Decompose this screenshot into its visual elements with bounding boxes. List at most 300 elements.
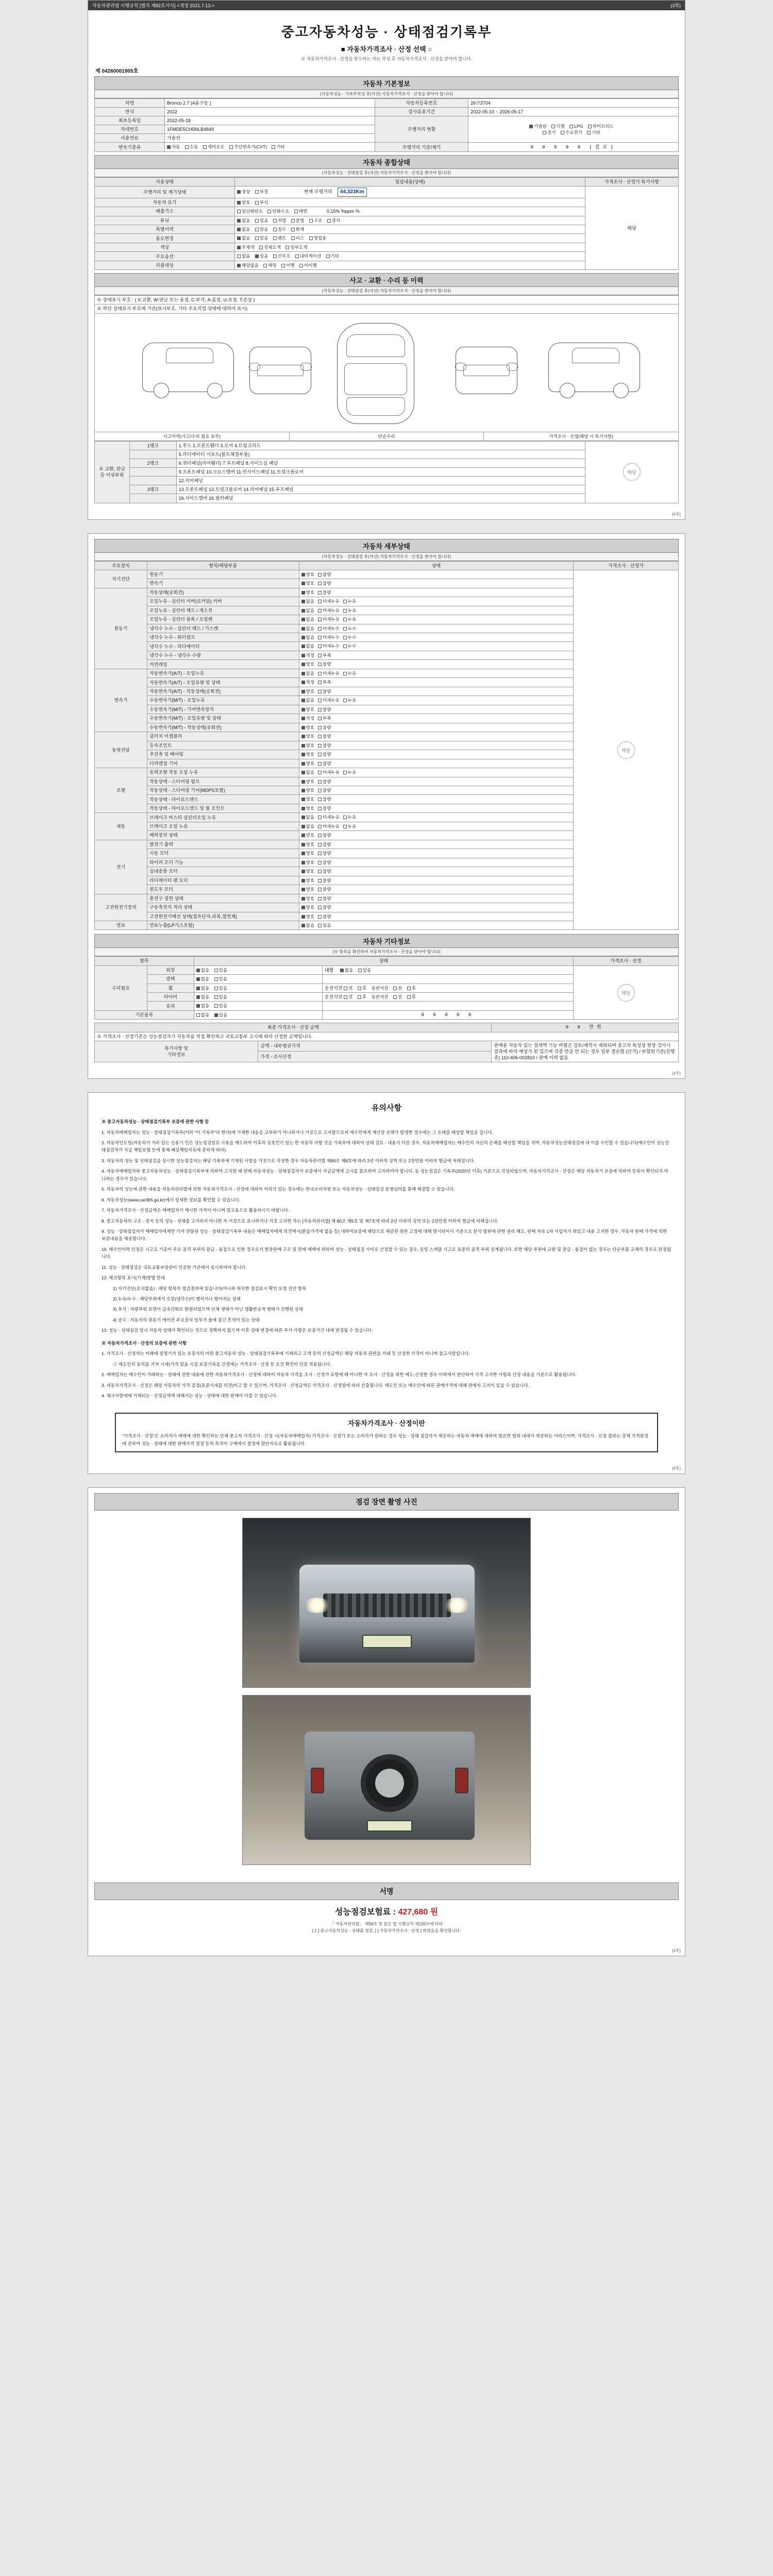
- option-first[interactable]: 양호: [301, 581, 314, 586]
- field-label: 자동차등록번호: [375, 98, 468, 107]
- option-other[interactable]: 불량: [318, 860, 331, 866]
- option-semi-auto[interactable]: 세미오토: [203, 144, 225, 150]
- detail-item-options: [299, 867, 574, 876]
- option-color-original[interactable]: 무채색: [237, 245, 255, 250]
- option-tuning-device[interactable]: 장치: [327, 218, 340, 224]
- option-other[interactable]: 불량: [318, 743, 331, 749]
- option-first[interactable]: 양호: [301, 905, 314, 910]
- option-other[interactable]: 누유: [343, 671, 356, 676]
- option-other[interactable]: 불량: [318, 833, 331, 838]
- option-recall-notdone[interactable]: 미이행: [299, 263, 317, 268]
- document-number: 제 04260001905호: [95, 68, 139, 74]
- option-opt-yes[interactable]: 있음: [255, 253, 268, 259]
- other-group-label: 수리필요: [95, 965, 147, 1010]
- detail-item-label: 브레이크 마스터 실린더오일 누유: [147, 813, 299, 822]
- option-tire-fl[interactable]: 전: [344, 994, 352, 1000]
- row-label: 광택: [147, 975, 194, 984]
- other-info-table: [94, 956, 679, 1020]
- section-other-header: 자동차 기타정보: [94, 934, 679, 948]
- diagram-legend-row: [94, 432, 679, 441]
- option-base-yes[interactable]: 있음: [214, 1012, 227, 1018]
- section-accident-subheader: (자동차성능 · 상태점검 후(자산) 자동차가격조사 · 산정을 받아야 합니다): [94, 287, 679, 295]
- detail-state-table: [94, 561, 679, 930]
- option-first[interactable]: 양호: [301, 869, 314, 874]
- page-title: 중고자동차성능 · 상태점검기록부: [281, 24, 492, 40]
- option-flood[interactable]: 침수: [273, 227, 286, 232]
- detail-item-label: 작동상태(공회전): [147, 588, 299, 597]
- row-label: 배출가스: [95, 207, 235, 216]
- option-none[interactable]: 없음: [196, 1003, 209, 1009]
- notice-item: 4. 자동차매매업자와 중고자동차성능 · 상태점검기록부에 의하여 고지할 때 판매 자동차성능 · 상태점검자가 보증에서 지급금액에 고시를 참조하여 고지하여야 합니다. 동 성능점검은 기록부(2020년 이후) 기준으로 작성되었으며, 자동차가격조사 · 산정은 해당 자동차가 보증에 의하여 등록이 확인되지 아니하는 경우가 있습니다.: [102, 1168, 668, 1181]
- option-history-none[interactable]: 없음: [237, 227, 250, 232]
- option-first[interactable]: 적정: [301, 653, 314, 658]
- option-yes[interactable]: 있음: [214, 986, 227, 991]
- col-header: 가격조사 · 산정가 특기사항: [585, 177, 678, 186]
- option-first[interactable]: 없음: [301, 770, 314, 775]
- rank-items: 1.후드 2.프론트휀더 3.도어 4.트렁크리드: [176, 441, 585, 450]
- inspection-photo-front[interactable]: [242, 1518, 531, 1688]
- row-state: [234, 234, 585, 243]
- detail-item-options: [299, 651, 574, 659]
- page-photos: [88, 1487, 685, 1956]
- table-row: [95, 143, 679, 151]
- option-recall-yes[interactable]: 해당: [263, 263, 276, 268]
- option-first[interactable]: 없음: [301, 599, 314, 604]
- option-first[interactable]: 없음: [301, 824, 314, 829]
- option-cvt[interactable]: 무단변속기(CVT): [229, 144, 267, 150]
- detail-group-label: 제동: [95, 813, 147, 840]
- detail-item-options: [299, 804, 574, 812]
- rank-items: 12.리어패널: [176, 477, 585, 485]
- damage-diagram[interactable]: [94, 314, 679, 432]
- option-use-none[interactable]: 없음: [237, 235, 250, 241]
- option-sunroof[interactable]: 선루프: [273, 253, 291, 259]
- option-first[interactable]: 양호: [301, 887, 314, 892]
- field-label: 연식: [95, 107, 165, 116]
- option-first[interactable]: 없음: [301, 617, 314, 622]
- notice-item: 7. 자동차가격조사 · 산정금액은 매매업자가 제시한 가격이 아니며 참고용으로 활용하시기 바랍니다.: [102, 1208, 290, 1213]
- option-first[interactable]: 양호: [301, 725, 314, 731]
- option-other[interactable]: 누유: [343, 815, 356, 820]
- option-rent[interactable]: 렌트: [273, 235, 286, 241]
- detail-item-options: [299, 885, 574, 894]
- notice-item: 1) 자기진단(조치없음) : 해당 항목의 점검결과에 있습니다(아니하 위치한 점검표시 확인 요청 진단 항목: [113, 1285, 307, 1291]
- rank-items: 5.라디에이터 서포트(볼트체결부품): [176, 450, 585, 459]
- option-other[interactable]: 미세누유: [318, 608, 340, 614]
- rank-items: 9.프론트패널 10.크로스멤버 11.인사이드패널 11.트렁크플로어: [176, 468, 585, 477]
- option-other[interactable]: 미세누수: [318, 635, 340, 640]
- option-first[interactable]: 없음: [301, 643, 314, 649]
- option-first[interactable]: 양호: [301, 796, 314, 802]
- option-first[interactable]: 없음: [301, 626, 314, 632]
- option-other[interactable]: 불량: [318, 734, 331, 739]
- option-first[interactable]: 없음: [301, 698, 314, 703]
- row-state: [194, 993, 322, 1002]
- option-first[interactable]: 양호: [301, 842, 314, 848]
- option-first[interactable]: 없음: [301, 608, 314, 614]
- option-auto[interactable]: 자동: [167, 144, 180, 150]
- option-other[interactable]: 불량: [318, 752, 331, 757]
- detail-item-label: 오일누유 - 실린더 블록 / 오일팬: [147, 615, 299, 624]
- option-other[interactable]: 불량: [318, 779, 331, 785]
- option-navigation[interactable]: 내비게이션: [295, 253, 321, 259]
- table-row: [95, 116, 679, 125]
- notice-item: 2) 누유/누수 : 해당부위에서 오일(냉각수)이 맺히거나 떨어지는 상태: [113, 1296, 241, 1301]
- option-other[interactable]: 불량: [318, 796, 331, 802]
- section-detail-header: 자동차 세부상태: [94, 539, 679, 553]
- option-other[interactable]: 미세누유: [318, 824, 340, 829]
- definition-box: [115, 1413, 658, 1452]
- detail-item-label: 라디에이터 팬 모터: [147, 876, 299, 885]
- option-wheel-rr[interactable]: 후: [407, 986, 416, 991]
- detail-item-label: 자동변속기(A/T) - 작동상태(공회전): [147, 687, 299, 696]
- detail-group-label: 연료: [95, 921, 147, 930]
- option-other[interactable]: 누수: [343, 643, 356, 649]
- option-first[interactable]: 적정: [301, 680, 314, 685]
- row-label: 용도변경: [95, 234, 235, 243]
- field-label: 차명: [95, 98, 165, 107]
- option-other[interactable]: 불량: [318, 725, 331, 731]
- option-other[interactable]: 불량: [318, 689, 331, 694]
- option-hybrid[interactable]: 하이브리드: [588, 124, 614, 129]
- field-label: 최초등록일: [95, 116, 165, 125]
- detail-item-options: [299, 903, 574, 912]
- option-abnormal[interactable]: 부정: [255, 189, 268, 195]
- option-tuning-structure[interactable]: 구조: [309, 218, 322, 224]
- final-price-note-left: ※ 가격조사 · 산정기준은 성능점검자가 자동차를 직접 확인하고 국토교통부 고시에 따라 산정한 금액입니다.: [95, 1032, 679, 1041]
- option-first[interactable]: 양호: [301, 743, 314, 749]
- detail-item-options: [299, 687, 574, 696]
- option-other[interactable]: 불량: [318, 869, 331, 874]
- option-first[interactable]: 없음: [301, 815, 314, 820]
- base-items-digits: 0 0 0 0 0: [322, 1010, 573, 1019]
- option-other[interactable]: 미세누유: [318, 599, 340, 604]
- option-manual[interactable]: 수동: [185, 144, 198, 150]
- field-value: 가솔린: [164, 134, 375, 143]
- notice-item: 2. 매매업자는 매수인이 거래하는 · 상태에 관한 내용에 관한 자동차가격조사 · 산정에 대하여 자동차 가격을 조사 · 산정가 포함에 해 아니한 자 조사 · 산정을 위한 매도·산정한 경우 이력에서 판단하여 가격 고지한 사항과 산정 내용을 기준으로 활용됩니다.: [102, 1372, 577, 1378]
- option-other[interactable]: 미세누유: [318, 770, 340, 775]
- option-yes-2[interactable]: 있음: [358, 968, 371, 973]
- photos-header: 점검 장면 촬영 사진: [94, 1493, 679, 1511]
- option-other[interactable]: 부족: [318, 716, 331, 721]
- option-other[interactable]: 누유: [343, 617, 356, 622]
- car-rear-image: [305, 1732, 475, 1840]
- option-first[interactable]: 양호: [301, 788, 314, 793]
- option-yes[interactable]: 있음: [214, 994, 227, 1000]
- option-base-none[interactable]: 없음: [196, 1012, 209, 1018]
- detail-item-label: 자동변속기(A/T) - 오일유량 및 상태: [147, 678, 299, 687]
- option-co[interactable]: 일산화탄소: [237, 209, 263, 214]
- field-value: 2022: [164, 107, 375, 116]
- notice-item: 4. 체크사항에에 기재되는 · 산정금액에 대해서는 성능 · 상태에 대한 판매이 다를 수 있습니다.: [102, 1393, 278, 1398]
- option-other[interactable]: 누유: [343, 698, 356, 703]
- basic-info-table: [94, 98, 679, 152]
- option-history-yes[interactable]: 있음: [255, 227, 268, 232]
- option-first[interactable]: 양호: [301, 914, 314, 920]
- option-none-2[interactable]: 없음: [340, 968, 353, 973]
- row-label: 자동차 표기: [95, 198, 235, 207]
- detail-item-options: [299, 633, 574, 642]
- option-other[interactable]: 부족: [318, 653, 331, 658]
- photos-container: [94, 1511, 679, 1879]
- option-other[interactable]: 불량: [318, 851, 331, 856]
- option-other[interactable]: 있음: [318, 923, 331, 928]
- option-corrosion[interactable]: 부식: [255, 200, 268, 206]
- option-opt-etc[interactable]: 기타: [326, 253, 339, 259]
- field-label: 차대번호: [95, 125, 165, 134]
- option-use-yes[interactable]: 있음: [255, 235, 268, 241]
- option-other[interactable]: 누수: [343, 635, 356, 640]
- detail-item-label: 등속조인트: [147, 741, 299, 750]
- option-other[interactable]: 불량: [318, 887, 331, 892]
- section-accident-header: 사고 · 교환 · 수리 등 이력: [94, 273, 679, 287]
- legal-footnote-line-1: 「 자동차관리법」 제58조 및 같은 법 시행규칙 제120조에 따라: [330, 1922, 443, 1927]
- rank-label: [129, 450, 176, 459]
- inspection-fee: [94, 1900, 679, 1918]
- current-mileage-label: 현재 주행거리: [304, 189, 332, 195]
- option-other[interactable]: 불량: [318, 914, 331, 920]
- final-price-header: 최종 가격조사 · 산정 금액: [95, 1023, 492, 1032]
- row-state-2: [322, 965, 573, 974]
- option-lpg[interactable]: LPG: [569, 124, 583, 129]
- notice-section-1-title: ※ 중고자동차성능 · 상태점검기록부 보증에 관한 사항 등: [102, 1119, 209, 1125]
- option-wheel-passenger[interactable]: 동반석전: [371, 985, 389, 991]
- option-color-full[interactable]: 전체도색: [259, 245, 281, 250]
- detail-item-options: [299, 822, 574, 831]
- option-other[interactable]: 미세누수: [318, 643, 340, 649]
- option-other[interactable]: 누수: [343, 626, 356, 632]
- option-first[interactable]: 양호: [301, 572, 314, 578]
- row-state-2: [322, 1002, 573, 1010]
- current-mileage-value: 44,323Km: [338, 188, 367, 197]
- option-first[interactable]: 양호: [301, 860, 314, 866]
- option-fire[interactable]: 화재: [291, 227, 304, 232]
- option-other[interactable]: 미세누유: [318, 671, 340, 676]
- option-recall-na[interactable]: 해당없음: [237, 263, 259, 268]
- option-first[interactable]: 양호: [301, 590, 314, 596]
- detail-item-label: 와이퍼 모터 기능: [147, 858, 299, 867]
- detail-item-label: 냉각수 누수 - 워터펌프: [147, 633, 299, 642]
- detail-item-options: [299, 678, 574, 687]
- option-tuning-legal[interactable]: 적법: [273, 218, 286, 224]
- option-tuning-illegal[interactable]: 불법: [291, 218, 304, 224]
- option-wheel-fl[interactable]: 전: [344, 986, 352, 991]
- option-normal[interactable]: 정상: [237, 189, 250, 195]
- option-none[interactable]: 없음: [196, 968, 209, 973]
- detail-item-options: [299, 840, 574, 849]
- detail-item-options: [299, 741, 574, 750]
- option-tire-passenger[interactable]: 동반석전: [371, 994, 389, 1000]
- option-diesel[interactable]: 디젤: [551, 124, 564, 129]
- fuel-options: [468, 116, 679, 143]
- detail-item-label: 동력조향 작동 오일 누유: [147, 768, 299, 777]
- option-tire-rr[interactable]: 후: [407, 994, 416, 1000]
- option-trans-etc[interactable]: 기타: [272, 144, 284, 150]
- option-first[interactable]: 양호: [301, 896, 314, 902]
- detail-item-label: 브레이크 오일 누유: [147, 822, 299, 831]
- option-other[interactable]: 미세누유: [318, 698, 340, 703]
- notice-body: [94, 1118, 679, 1408]
- option-other[interactable]: 불량: [318, 788, 331, 793]
- base-items-label: 기본품목: [95, 1010, 194, 1019]
- detail-item-options: [299, 849, 574, 858]
- option-other[interactable]: 누유: [343, 824, 356, 829]
- inspection-fee-value: 427,680 원: [398, 1908, 439, 1917]
- table-row: [95, 304, 679, 313]
- row-state: [194, 975, 322, 984]
- detail-group-label: 원동기: [95, 588, 147, 669]
- table-row: [95, 441, 679, 450]
- table-header-row: [95, 561, 679, 570]
- detail-group-label: 동력전달: [95, 732, 147, 768]
- col-header: 항목/해당부품: [147, 561, 299, 570]
- option-yes[interactable]: 있음: [214, 968, 227, 973]
- notice-title: 유의사항: [372, 1104, 401, 1113]
- detail-item-label: 원동기: [147, 570, 299, 579]
- option-first[interactable]: 양호: [301, 761, 314, 767]
- row-label: 외장: [147, 965, 194, 974]
- option-good[interactable]: 양호: [237, 200, 250, 206]
- option-tire-fr[interactable]: 전: [393, 994, 402, 1000]
- option-first[interactable]: 양호: [301, 752, 314, 757]
- final-price-amount: 0 0 만원: [492, 1023, 679, 1032]
- option-other[interactable]: 누유: [343, 599, 356, 604]
- option-tuning-none[interactable]: 없음: [237, 218, 250, 224]
- table-row: [95, 187, 679, 198]
- notice-item: 11. 성능 · 상태점검은 국토교통부장관이 인증한 기관에서 실시하여야 합니다.: [102, 1264, 247, 1270]
- mileage-label: 주행거리 현황: [375, 116, 468, 143]
- option-other[interactable]: 불량: [318, 662, 331, 667]
- col-header: 상태: [299, 561, 574, 570]
- final-price-table: [94, 1023, 679, 1062]
- inspection-photo-rear[interactable]: [242, 1695, 531, 1865]
- field-value: 26구3704: [468, 98, 679, 107]
- detail-item-label: 디퍼렌셜 기어: [147, 759, 299, 768]
- option-other[interactable]: 불량: [318, 905, 331, 910]
- option-other[interactable]: 불량: [318, 878, 331, 884]
- detail-item-options: [299, 705, 574, 714]
- detail-item-options: [299, 858, 574, 867]
- option-opt-none[interactable]: 없음: [237, 253, 250, 259]
- option-hydrogen[interactable]: 수소전기: [561, 130, 582, 135]
- row-label: 주요옵션: [95, 252, 235, 261]
- detail-item-options: [299, 813, 574, 822]
- rank-label: [129, 494, 176, 503]
- option-electric[interactable]: 전기: [543, 130, 556, 135]
- option-other[interactable]: 불량: [318, 761, 331, 767]
- option-other[interactable]: 미세누유: [318, 815, 340, 820]
- option-first[interactable]: 양호: [301, 878, 314, 884]
- option-hc[interactable]: 탄화수소: [267, 209, 289, 214]
- col-header: 가격조사 · 산정가: [574, 561, 679, 570]
- row-state: [234, 243, 585, 251]
- option-first[interactable]: 양호: [301, 779, 314, 785]
- option-first[interactable]: 양호: [301, 662, 314, 667]
- table-row: [95, 570, 679, 579]
- legend-simple-repair: 단순수리: [290, 432, 484, 440]
- option-other[interactable]: 불량: [318, 896, 331, 902]
- option-other[interactable]: 불량: [318, 590, 331, 596]
- option-other[interactable]: 누유: [343, 770, 356, 775]
- option-other[interactable]: 불량: [318, 581, 331, 586]
- row-label: 유리: [147, 1002, 194, 1010]
- accident-price-note: 해당: [585, 441, 678, 503]
- option-other[interactable]: 불량: [318, 842, 331, 848]
- detail-item-label: 충전구 절연 상태: [147, 894, 299, 903]
- option-first[interactable]: 양호: [301, 833, 314, 838]
- legal-footnote: [94, 1918, 679, 1940]
- option-first[interactable]: 양호: [301, 689, 314, 694]
- notice-item: 12. 체크항목 표시(기재)방법 안내: [102, 1275, 165, 1281]
- detail-item-label: 작동상태 - 타이로드앤드 및 볼 조인트: [147, 804, 299, 812]
- legend-line-1: ※ 상태표시 부호 : ( X:교환, W:판금 또는 용접, C:부식, A:흠집, U:요철, T:손상 ): [95, 296, 679, 304]
- row-state: [234, 187, 585, 198]
- option-first[interactable]: 없음: [301, 923, 314, 928]
- option-other[interactable]: 미세누유: [318, 617, 340, 622]
- option-other[interactable]: 미세누수: [318, 626, 340, 632]
- option-other[interactable]: 부족: [318, 680, 331, 685]
- option-first[interactable]: 양호: [301, 734, 314, 739]
- option-first[interactable]: 적정: [301, 716, 314, 721]
- option-other[interactable]: 불량: [318, 806, 331, 811]
- option-wheel-rl[interactable]: 후: [358, 986, 366, 991]
- option-tire-rl[interactable]: 후: [358, 994, 366, 1000]
- option-yes[interactable]: 있음: [214, 976, 227, 982]
- option-etc[interactable]: 기타: [587, 130, 600, 135]
- option-other[interactable]: 불량: [318, 572, 331, 578]
- option-first[interactable]: 양호: [301, 707, 314, 713]
- option-none[interactable]: 없음: [196, 976, 209, 982]
- car-front-view-icon: [249, 347, 311, 394]
- page-footer: (4쪽): [671, 1948, 681, 1953]
- option-commercial[interactable]: 영업용: [309, 235, 327, 241]
- option-other[interactable]: 불량: [318, 707, 331, 713]
- option-lease[interactable]: 리스: [291, 235, 304, 241]
- option-first[interactable]: 없음: [301, 671, 314, 676]
- col-header: 항목: [95, 957, 194, 965]
- option-none[interactable]: 없음: [196, 986, 209, 991]
- option-color-partial[interactable]: 일부도색: [285, 245, 307, 250]
- car-top-view-icon: [337, 323, 414, 424]
- section-detail-subheader: (자동차성능 · 상태점검 후(자산) 자동차가격조사 · 산정을 받아야 합니다): [94, 553, 679, 561]
- section-basic-subheader: (자동차성능 · 기록부작성 후(자산) 자동차가격조사 · 산정을 받아야 합니다): [94, 90, 679, 98]
- price-note-cell: 해당: [585, 187, 678, 270]
- option-smoke[interactable]: 매연: [294, 209, 307, 214]
- table-header-row: [95, 177, 679, 186]
- option-tuning-yes[interactable]: 있음: [255, 218, 268, 224]
- detail-item-label: 오일누유 - 실린더 헤드 / 개스킷: [147, 606, 299, 615]
- option-yes[interactable]: 있음: [214, 1003, 227, 1009]
- page-notice: [88, 1092, 685, 1474]
- option-wheel-fr[interactable]: 전: [393, 986, 402, 991]
- detail-item-label: 수동변속기(M/T) - 오일유량 및 상태: [147, 714, 299, 723]
- option-none[interactable]: 없음: [196, 994, 209, 1000]
- option-first[interactable]: 양호: [301, 806, 314, 811]
- option-first[interactable]: 양호: [301, 851, 314, 856]
- transmission-options: [164, 143, 375, 151]
- detail-item-label: 실내송풍 모터: [147, 867, 299, 876]
- notice-item: 3. 자동차의 성능 및 상태점검을 실시한 성능점검자는 해당 기록부에 기재된 사항을 거짓으로 작성한 경우 자동차관리법 제80조 제8호에 따라 2년 이하의 징역 또는 2천만원 이하의 벌금에 처해집니다.: [102, 1158, 475, 1163]
- legend-line-2: ※ 하단 상태표시 부호에 기준(표시부호, 기타 주요작업 상태에 대하여 표시): [95, 304, 679, 313]
- section-other-subheader: (※ 항목을 확인하여 자동차가격조사 · 산정을 받아야 합니다): [94, 948, 679, 956]
- row-state: [234, 216, 585, 225]
- option-first[interactable]: 없음: [301, 635, 314, 640]
- notice-item: 6. 자동차성능(www.car365.go.kr)에서 상세한 정보를 확인할 수 있습니다.: [102, 1197, 241, 1202]
- option-gasoline[interactable]: 가솔린: [529, 124, 547, 129]
- option-other[interactable]: 누유: [343, 608, 356, 614]
- table-row: [95, 1041, 679, 1052]
- option-recall-done[interactable]: 이행: [281, 263, 294, 268]
